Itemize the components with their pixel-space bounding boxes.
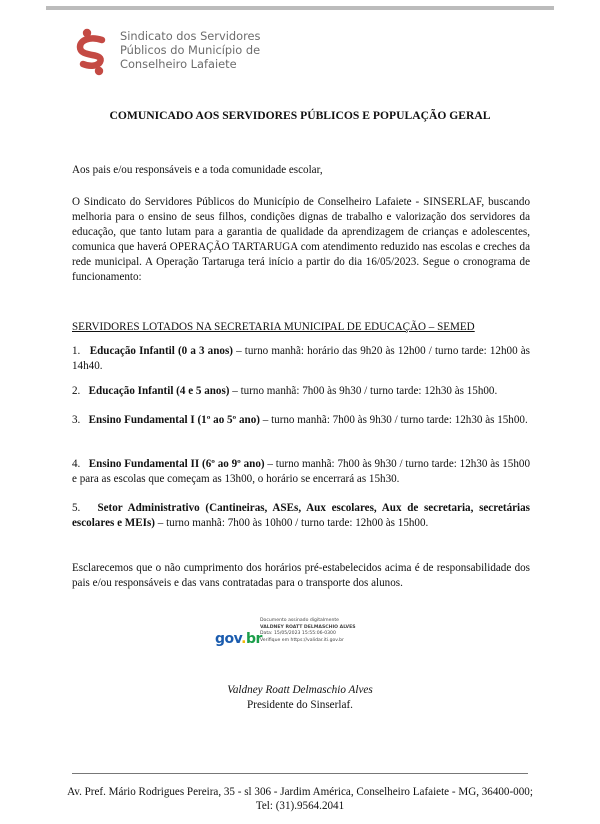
item-label: Setor Administrativo (Cantineiras, ASEs, Aux escolares, Aux de secretaria, secretárias escolares e MEIs) [72,502,530,529]
signature-caption: Documento assinado digitalmente [260,618,339,623]
union-name-line: Conselheiro Lafaiete [120,57,237,71]
greeting: Aos pais e/ou responsáveis e a toda comunidade escolar, [72,164,323,176]
item-label: Ensino Fundamental II (6º ao 9º ano) [88,458,265,470]
union-logo-icon [72,26,112,76]
union-name [120,29,260,71]
union-name-line: Sindicato dos Servidores [120,29,261,43]
gov-br-logo-icon [215,631,262,647]
item-label: Ensino Fundamental I (1º ao 5º ano) [88,414,260,426]
footer-divider [72,773,528,774]
signer-role: Presidente do Sinserlaf. [247,699,353,711]
item-text: – turno manhã: 7h00 às 9h30 / turno tarde: 12h30 às 15h00 e para as escolas que começam as 13h00, o horário se encerrará as 15h30. [72,458,530,485]
union-name-line: Públicos do Município de [120,43,261,57]
document-title: COMUNICADO AOS SERVIDORES PÚBLICOS E POPULAÇÃO GERAL [109,109,491,122]
item-number: 2. [72,385,81,397]
top-divider [46,6,554,10]
item-number: 5. [72,502,81,514]
list-item [72,501,530,531]
signature-verify-link: Verifique em https://validar.iti.gov.br [260,637,344,643]
item-text: – turno manhã: 7h00 às 9h30 / turno tarde: 12h30 às 15h00. [259,414,528,426]
intro-paragraph: O Sindicato do Servidores Públicos do Município de Conselheiro Lafaiete - SINSERLAF, buscando melhoria para o ensino de seus filhos, condições dignas de trabalho e valorização dos servidores da educação, que tanto lutam para a garantia de qualidade da aprendizagem de crianças e adolescentes, comunica que haverá OPERAÇÃO TARTARUGA com atendimento reduzido nas escolas e creches da rede municipal. A Operação Tartaruga terá início a partir do dia 16/05/2023. Segue o cronograma de funcionamento: [72,196,530,283]
item-text: – turno manhã: horário das 9h20 às 12h00 / turno tarde: 12h00 às 14h40. [72,345,530,372]
item-label: Educação Infantil (4 e 5 anos) [88,385,230,397]
signature-date: Data: 15/05/2023 15:55:06-0300 [260,631,336,636]
item-label: Educação Infantil (0 a 3 anos) [89,345,233,357]
gov-logo-part: gov [215,631,242,647]
item-number: 3. [72,414,81,426]
closing-paragraph: Esclarecemos que o não cumprimento dos horários pré-estabelecidos acima é de responsabilidade dos pais e/ou responsáveis e das vans contratadas para o transporte dos alunos. [72,562,530,589]
item-text: – turno manhã: 7h00 às 9h30 / turno tarde: 12h30 às 15h00. [229,385,498,397]
signer-name: Valdney Roatt Delmaschio Alves [227,684,373,696]
list-item [72,344,530,374]
signer-block [0,683,600,713]
item-number: 1. [72,345,81,357]
list-item [72,384,530,399]
section-heading: SERVIDORES LOTADOS NA SECRETARIA MUNICIPAL DE EDUCAÇÃO – SEMED [72,321,475,333]
item-number: 4. [72,458,81,470]
list-item [72,413,530,428]
gov-logo-dot: . [241,631,246,647]
footer-address: Av. Pref. Mário Rodrigues Pereira, 35 - sl 306 - Jardim América, Conselheiro Lafaiete - MG, 36400-000; Tel: (31).9564.2041 [67,786,533,812]
digital-signature-stamp [260,618,356,644]
gov-logo-part: br [245,631,262,647]
item-text: – turno manhã: 7h00 às 10h00 / turno tarde: 12h00 às 15h00. [154,517,429,529]
signature-name: VALDNEY ROATT DELMASCHIO ALVES [260,624,356,630]
list-item [72,457,530,487]
